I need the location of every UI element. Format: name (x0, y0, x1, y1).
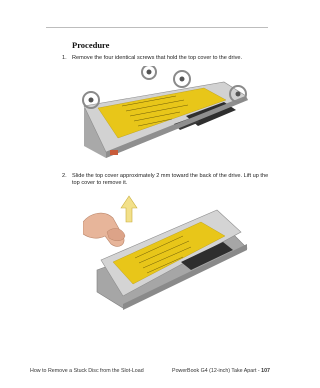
section-heading: Procedure (72, 40, 110, 50)
step-number: 2. (62, 173, 67, 179)
drive-screws-figure (76, 66, 256, 166)
footer-title: PowerBook G4 (12-inch) Take Apart - (172, 368, 260, 374)
step-number: 1. (62, 55, 67, 61)
footer-right (172, 368, 270, 374)
step-text: Remove the four identical screws that hold the top cover to the drive. (72, 55, 243, 61)
step-text: Slide the top cover approximately 2 mm toward the back of the drive. Lift up the top cover to remove it. (72, 173, 269, 186)
remove-cover-figure (83, 192, 253, 330)
drive-connector (110, 150, 118, 155)
footer-left: How to Remove a Stuck Disc from the Slot-Load (30, 368, 144, 374)
lift-arrow (121, 196, 137, 222)
page-number: 107 (261, 368, 270, 374)
top-rule (46, 27, 268, 28)
